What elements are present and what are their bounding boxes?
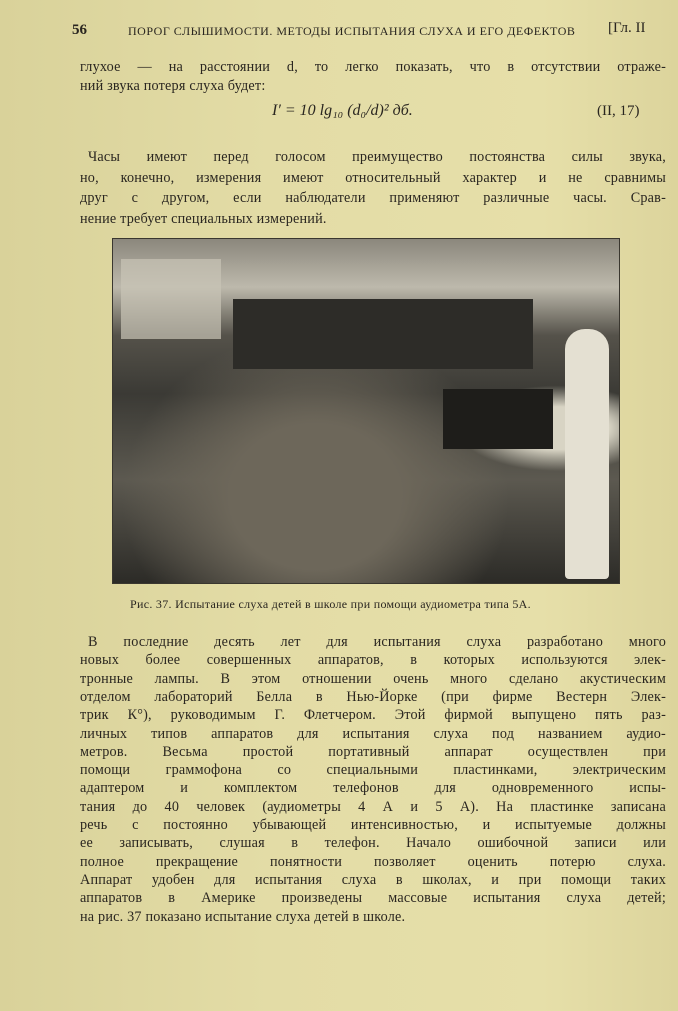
text-line: полное прекращение понятности позволяет оценить потерю слуха. — [80, 853, 666, 870]
text-line: тания до 40 человек (аудиометры 4 А и 5 А). На пластинке записана — [80, 798, 666, 815]
chapter-marker: [Гл. II — [608, 20, 646, 36]
formula: I′ = 10 lg₁₀ (d₀/d)² дб. — [272, 102, 413, 119]
text-line: Часы имеют перед голосом преимущество постоянства силы звука, — [88, 149, 666, 165]
text-line: ее записывать, слушая в телефон. Начало ошибочной записи или — [80, 835, 666, 852]
audiometer-device — [443, 389, 553, 449]
text-line: аппаратов в Америке произведены массовые испытания слуха детей; — [80, 890, 666, 907]
text-line: друг с другом, если наблюдатели применяют различные часы. Срав- — [80, 190, 666, 206]
text-line: речь с постоянно убывающей интенсивностью, и испытуемые должны — [80, 817, 666, 833]
figure-caption: Рис. 37. Испытание слуха детей в школе при помощи аудиометра типа 5А. — [130, 597, 531, 611]
text-line: новых более совершенных аппаратов, в которых используются элек- — [80, 652, 666, 669]
text-line: отделом лабораторий Белла в Нью-Йорке (при фирме Вестерн Элек- — [80, 688, 666, 705]
text-line: на рис. 37 показано испытание слуха детей в школе. — [80, 908, 406, 925]
text-line: нение требует специальных измерений. — [80, 211, 327, 227]
running-title: ПОРОГ СЛЫШИМОСТИ. МЕТОДЫ ИСПЫТАНИЯ СЛУХА И ЕГО ДЕФЕКТОВ — [128, 24, 576, 38]
text-line: Аппарат удобен для испытания слуха в школах, и при помощи таких — [80, 871, 666, 888]
teacher-figure — [565, 329, 609, 579]
text-line: помощи граммофона со специальными пластинками, электрическим — [80, 762, 666, 779]
window — [121, 259, 221, 339]
text-line: тронные лампы. В этом отношении очень много сделано акустическим — [80, 670, 666, 687]
classroom-photo — [112, 238, 620, 584]
text-line: адаптером и комплектом телефонов для одновременного испы- — [80, 780, 666, 797]
text-line: ний звука потеря слуха будет: — [80, 78, 266, 94]
equation-number: (II, 17) — [597, 103, 640, 119]
text-line: но, конечно, измерения имеют относительный характер и не сравнимы — [80, 170, 666, 186]
text-line: глухое — на расстоянии d, то легко показать, что в отсутствии отраже- — [80, 59, 666, 75]
text-line: метров. Весьма простой портативный аппарат осуществлен при — [80, 743, 666, 760]
text-line: В последние десять лет для испытания слуха разработано много — [88, 634, 666, 650]
text-line: личных типов аппаратов для испытания слуха под названием аудио- — [80, 725, 666, 742]
page-number: 56 — [72, 22, 87, 38]
text-line: трик К°), руководимым Г. Флетчером. Этой фирмой выпущено пять раз- — [80, 707, 666, 724]
blackboard — [233, 299, 533, 369]
